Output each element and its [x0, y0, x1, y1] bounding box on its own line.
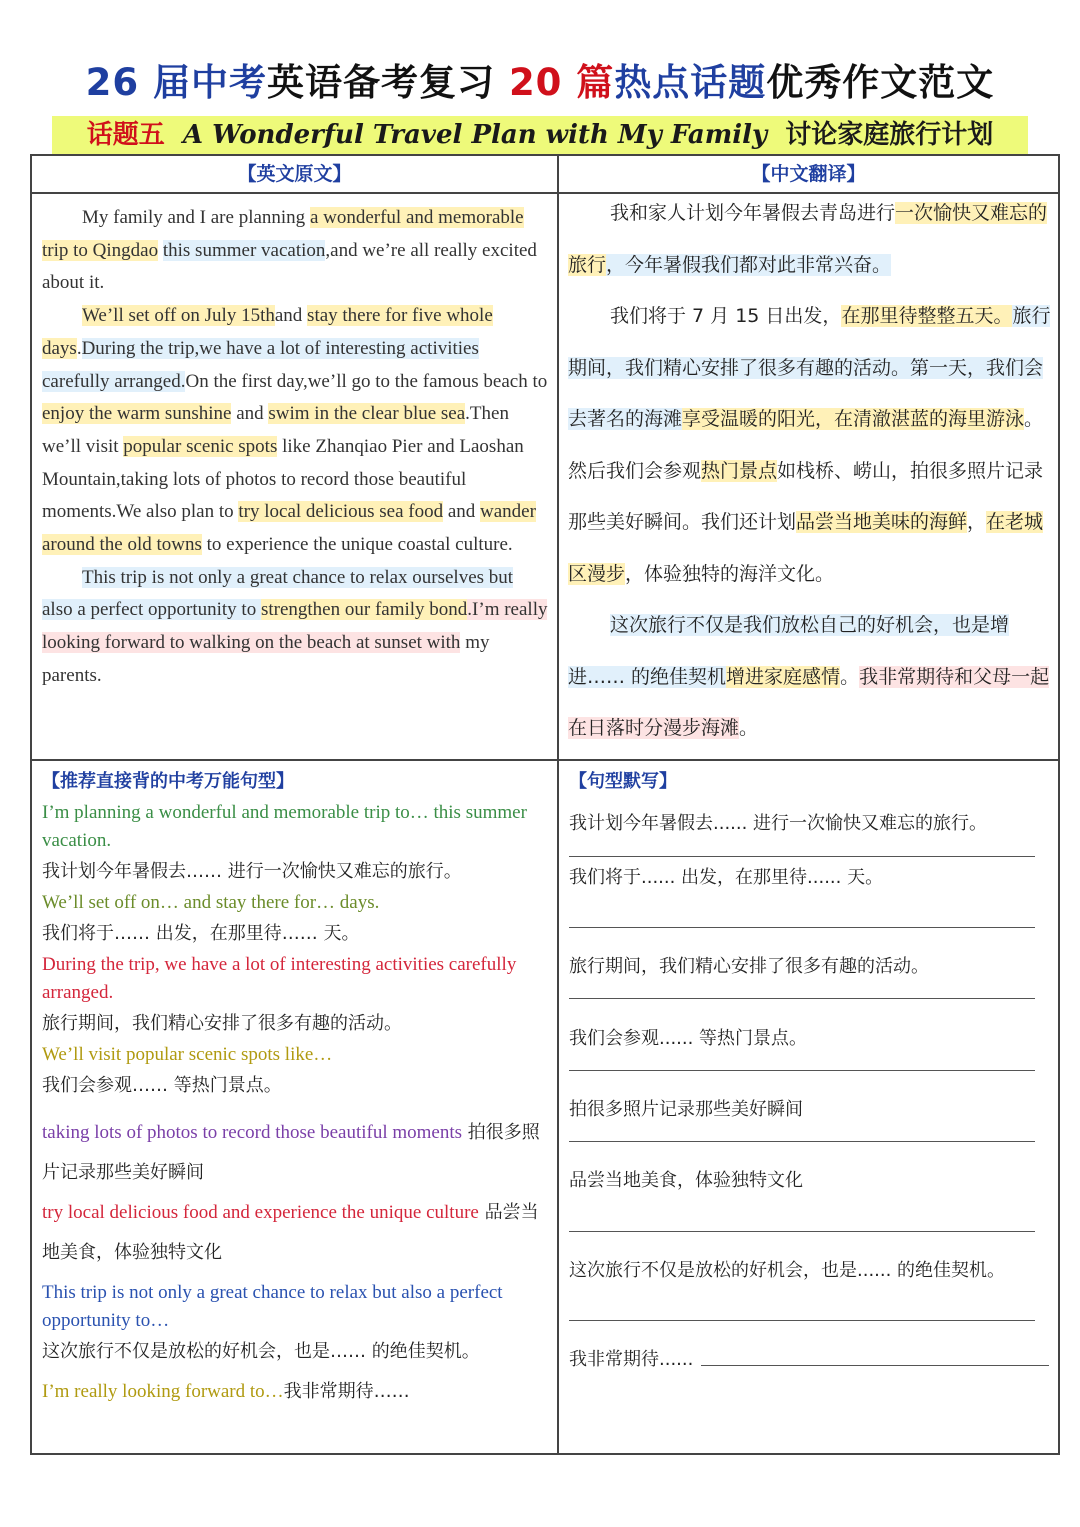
- dictation-prompt: 我计划今年暑假去...... 进行一次愉快又难忘的旅行。: [569, 813, 988, 834]
- pattern-en: I’m planning a wonderful and memorable trip to… this summer vacation.: [42, 802, 527, 851]
- chinese-translation: [568, 188, 1052, 755]
- topic-chinese-title: 讨论家庭旅行计划: [785, 120, 994, 150]
- dictation-prompt: 这次旅行不仅是放松的好机会，也是...... 的绝佳契机。: [569, 1260, 1006, 1281]
- english-essay: [42, 202, 548, 693]
- pattern-item: [42, 1113, 550, 1193]
- pattern-en: try local delicious food and experience the unique culture: [42, 1202, 479, 1223]
- essay-cn-paragraph-1: 我和家人计划今年暑假去青岛进行一次愉快又难忘的旅行，今年暑假我们都对此非常兴奋。: [568, 202, 1048, 276]
- dictation-answer-line[interactable]: [569, 1320, 1035, 1321]
- pattern-item: [42, 1279, 550, 1369]
- dictation-prompt: 我非常期待......: [569, 1349, 694, 1370]
- pattern-en: This trip is not only a great chance to relax but also a perfect opportunity to…: [42, 1282, 503, 1331]
- topic-banner: [52, 116, 1028, 154]
- patterns-title: 【推荐直接背的中考万能句型】: [42, 771, 294, 792]
- pattern-item: [42, 889, 550, 951]
- pattern-item: [42, 799, 550, 889]
- header-english-original: 【英文原文】: [237, 163, 352, 185]
- dictation-answer-line[interactable]: [569, 1070, 1035, 1071]
- dictation-title: 【句型默写】: [569, 771, 677, 792]
- essay-en-paragraph-3: This trip is not only a great chance to relax ourselves but also a perfect opportunity to strengthen our family bond.I’m really looking forward to walking on the beach at sunset with my parents.: [42, 566, 548, 686]
- header-chinese-translation: 【中文翻译】: [751, 163, 866, 185]
- pattern-cn: 我计划今年暑假去…… 进行一次愉快又难忘的旅行。: [42, 861, 462, 882]
- title-part-2: 英语备考复习: [267, 61, 509, 104]
- dictation-answer-line[interactable]: [569, 1141, 1035, 1142]
- dictation-prompt: 拍很多照片记录那些美好瞬间: [569, 1099, 803, 1120]
- pattern-cn: 拍很多照片记录那些美好瞬间: [42, 1122, 540, 1183]
- pattern-item: [42, 1041, 550, 1103]
- pattern-cn: 旅行期间，我们精心安排了很多有趣的活动。: [42, 1013, 402, 1034]
- pattern-cn: 品尝当地美食，体验独特文化: [42, 1202, 539, 1263]
- dictation-prompt: 旅行期间，我们精心安排了很多有趣的活动。: [569, 956, 929, 977]
- patterns-section: [42, 767, 550, 1407]
- dictation-prompt: 我们将于...... 出发，在那里待...... 天。: [569, 867, 884, 888]
- pattern-cn: 这次旅行不仅是放松的好机会，也是…… 的绝佳契机。: [42, 1341, 480, 1362]
- dictation-answer-line[interactable]: [569, 856, 1035, 857]
- topic-english-title: A Wonderful Travel Plan with My Family: [182, 120, 768, 150]
- title-part-4: 热点话题: [614, 61, 767, 104]
- pattern-en: I’m really looking forward to…: [42, 1381, 284, 1402]
- pattern-cn: 我们将于…… 出发，在那里待…… 天。: [42, 923, 360, 944]
- title-part-1: 26 届中考: [85, 61, 268, 104]
- essay-cn-paragraph-3: 这次旅行不仅是我们放松自己的好机会，也是增进…… 的绝佳契机增进家庭感情。我非常期待和父母一起在日落时分漫步海滩。: [568, 614, 1050, 739]
- dictation-answer-line[interactable]: [569, 1231, 1035, 1232]
- pattern-item: [42, 951, 550, 1041]
- title-part-5: 优秀作文范文: [766, 61, 995, 104]
- pattern-cn: 我们会参观…… 等热门景点。: [42, 1075, 282, 1096]
- pattern-item: [42, 1377, 550, 1407]
- pattern-cn: 我非常期待……: [283, 1381, 410, 1402]
- content-table: [30, 154, 1060, 1455]
- dictation-answer-line[interactable]: [569, 998, 1035, 999]
- dictation-prompt: 品尝当地美食，体验独特文化: [569, 1170, 803, 1191]
- essay-cn-paragraph-2: 我们将于 7 月 15 日出发，在那里待整整五天。旅行期间，我们精心安排了很多有趣的活动。第一天，我们会去著名的海滩享受温暖的阳光，在清澈湛蓝的海里游泳。然后我们会参观热门景点如栈桥、崂山，拍很多照片记录那些美好瞬间。我们还计划品尝当地美味的海鲜，在老城区漫步，体验独特的海洋文化。: [568, 305, 1051, 585]
- topic-label: 话题五: [86, 120, 165, 150]
- dictation-prompt: 我们会参观...... 等热门景点。: [569, 1028, 808, 1049]
- pattern-en: During the trip, we have a lot of interesting activities carefully arranged.: [42, 954, 517, 1003]
- pattern-en: We’ll visit popular scenic spots like…: [42, 1044, 333, 1065]
- essay-en-paragraph-2: We’ll set off on July 15thand stay there for five whole days.During the trip,we have a lot of interesting activities carefully arranged.On the first day,we’ll go to the famous beach to enjoy the warm sunshine and swim in the clear blue sea.Then we’ll visit popular scenic spots like Zhanqiao Pier and Laoshan Mountain,taking lots of photos to record those beautiful moments.We also plan to try local delicious sea food and wander around the old towns to experience the unique coastal culture.: [42, 305, 548, 556]
- essay-en-paragraph-1: My family and I are planning a wonderful and memorable trip to Qingdao this summer vacation,and we’re all really excited about it.: [42, 207, 537, 294]
- dictation-answer-line[interactable]: [569, 927, 1035, 928]
- pattern-item: [42, 1193, 550, 1273]
- page-title: [0, 52, 1080, 106]
- title-part-3: 20 篇: [508, 61, 615, 104]
- pattern-en: We’ll set off on… and stay there for… days.: [42, 892, 380, 913]
- dictation-answer-line[interactable]: [701, 1365, 1049, 1366]
- pattern-en: taking lots of photos to record those beautiful moments: [42, 1122, 463, 1143]
- dictation-section: [559, 761, 1058, 1451]
